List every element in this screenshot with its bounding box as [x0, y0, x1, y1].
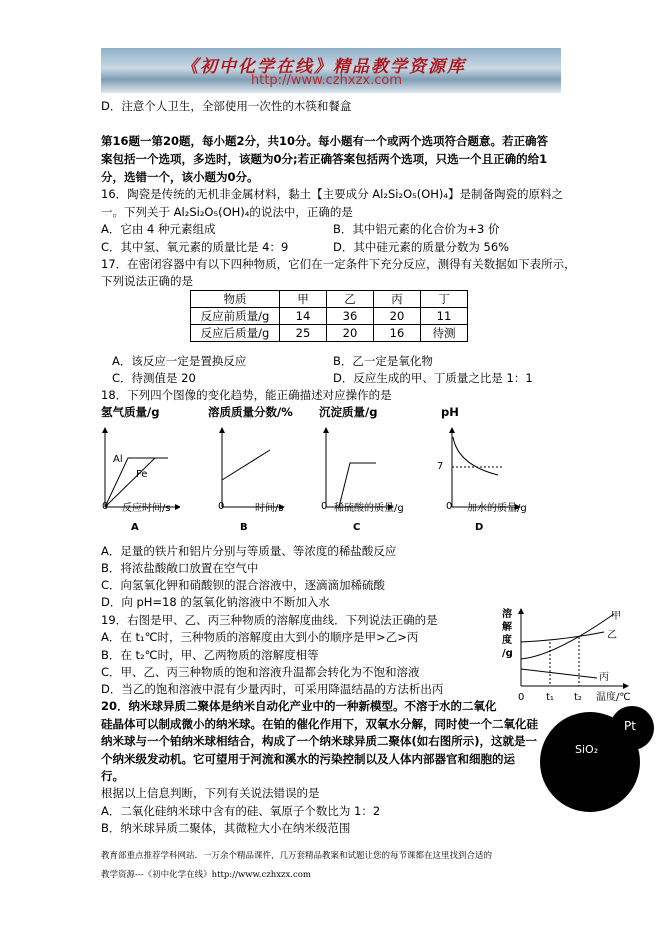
t2-label: t₂ — [574, 692, 582, 703]
q17-data-table — [190, 290, 468, 342]
q18-option-c: C．向氢氧化钾和硝酸钡的混合溶液中，逐滴滴加稀硫酸 — [101, 578, 386, 592]
banner-title: 《初中化学在线》精品教学资源库 — [181, 57, 466, 77]
q17-stem: 下列说法正确的是 — [101, 274, 193, 288]
graph-d-ylabel: pH — [441, 405, 459, 419]
graph-a-origin: 0 — [102, 501, 109, 512]
graph-d-letter: D — [475, 522, 484, 533]
q20-passage-line: 纳米球与一个铂纳米球相结合，构成了一个纳米球异质二聚体(如右图所示)，这就是一 — [101, 734, 538, 748]
q16-option-a: A．它由 4 种元素组成 — [101, 222, 216, 236]
q20-stem: 根据以上信息判断，下列有关说法错误的是 — [101, 786, 320, 800]
table-row — [191, 308, 468, 325]
q20-passage-line: 个纳米级发动机。它可望用于河流和溪水的污染控制以及人体内部器官和细胞的运 — [101, 752, 515, 766]
q16-option-b: B．其中铝元素的化合价为+3 价 — [333, 222, 500, 236]
graph-d-xlabel: 加水的质量/g — [467, 503, 527, 514]
previous-option-d: D．注意个人卫生，全部使用一次性的木筷和餐盒 — [101, 99, 352, 113]
ylabel-char: /g — [502, 648, 513, 659]
table-header: 丁 — [421, 291, 468, 308]
table-cell: 20 — [374, 308, 421, 325]
curve-label-fe: Fe — [136, 469, 148, 480]
table-header: 物质 — [191, 291, 280, 308]
graph-a-xlabel: 反应时间/s — [122, 503, 171, 514]
footer-line: 教育部重点推荐学科网站．一万余个精品课件，几万套精品教案和试题让您的每节课都在这里找到合适的 — [101, 851, 493, 861]
solubility-xlabel: 温度/℃ — [596, 692, 631, 703]
q16-option-c: C．其中氢、氧元素的质量比是 4：9 — [101, 240, 289, 254]
jia-curve — [521, 614, 614, 659]
graph-d — [443, 425, 523, 510]
table-header-row — [191, 291, 468, 308]
table-header: 甲 — [280, 291, 327, 308]
t1-label: t₁ — [546, 692, 554, 703]
graph-d-origin: 0 — [446, 501, 453, 512]
q17-option-b: B．乙一定是氧化物 — [333, 354, 433, 368]
q17-stem: 17．在密闭容器中有以下四种物质，它们在一定条件下充分反应，测得有关数据如下表所示， — [101, 257, 576, 271]
q17-option-a: A．该反应一定是置换反应 — [112, 354, 247, 368]
ylabel-char: 度 — [502, 635, 512, 646]
ph-curve — [453, 437, 498, 475]
ylabel-char: 溶 — [502, 609, 512, 620]
q20-option-a: A．二氧化硅纳米球中含有的硅、氧原子个数比为 1：2 — [101, 804, 381, 818]
q19-option-a: A．在 t₁℃时，三种物质的溶解度由大到小的顺序是甲>乙>丙 — [101, 630, 419, 644]
q19-option-b: B．在 t₂℃时，甲、乙两物质的溶解度相等 — [101, 648, 319, 662]
graph-b-xlabel: 时间/s — [255, 503, 284, 514]
solubility-origin: 0 — [518, 692, 525, 703]
solute-curve — [222, 450, 270, 480]
ylabel-char: 解 — [502, 622, 512, 633]
curve-label-al: Al — [113, 454, 123, 465]
graph-b-ylabel: 溶质质量分数/% — [208, 405, 293, 419]
table-cell: 11 — [421, 308, 468, 325]
solubility-ylabel — [502, 608, 513, 660]
curve-label-yi: 乙 — [607, 630, 617, 641]
sio2-label: SiO₂ — [575, 743, 599, 756]
table-row — [191, 325, 468, 342]
table-cell: 待测 — [421, 325, 468, 342]
graph-c-origin: 0 — [321, 501, 328, 512]
q18-option-d: D．向 pH=18 的氢氧化钠溶液中不断加入水 — [101, 595, 330, 609]
graph-c — [321, 425, 401, 510]
q17-option-d: D．反应生成的甲、丁质量之比是 1：1 — [333, 371, 533, 385]
graph-b — [217, 425, 287, 510]
curve-label-jia: 甲 — [611, 611, 621, 622]
graph-b-origin: 0 — [218, 501, 225, 512]
q17-option-c: C．待测值是 20 — [112, 371, 196, 385]
bing-curve — [521, 669, 597, 678]
q19-option-d: D．当乙的饱和溶液中混有少量丙时，可采用降温结晶的方法析出丙 — [101, 682, 444, 696]
graph-c-letter: C — [353, 522, 361, 533]
q18-option-b: B．将浓盐酸敞口放置在空气中 — [101, 561, 259, 575]
q19-option-c: C．甲、乙、丙三种物质的饱和溶液升温都会转化为不饱和溶液 — [101, 665, 420, 679]
q18-option-a: A．足量的铁片和铝片分别与等质量、等浓度的稀盐酸反应 — [101, 544, 397, 558]
site-banner — [101, 48, 561, 93]
q20-option-b: B．纳米球异质二聚体，其微粒大小在纳米级范围 — [101, 821, 351, 835]
table-cell: 14 — [280, 308, 327, 325]
q16-option-d: D．其中硅元素的质量分数为 56% — [333, 240, 510, 254]
curve-label-bing: 丙 — [599, 672, 609, 683]
nanodimer-figure — [540, 700, 655, 820]
table-cell: 16 — [374, 325, 421, 342]
table-cell: 反应后质量/g — [191, 325, 280, 342]
table-cell: 20 — [327, 325, 374, 342]
instructions-line: 分，选错一个，该小题为0分。 — [101, 170, 259, 184]
table-header: 乙 — [327, 291, 374, 308]
q16-stem: 一。下列关于 Al₂Si₂O₅(OH)₄的说法中，正确的是 — [101, 205, 353, 219]
instructions-line: 案包括一个选项，多选时，该题为0分;若正确答案包括两个选项，只选一个且正确的给1 — [101, 152, 548, 166]
q20-passage-line: 行。 — [101, 769, 124, 783]
yi-curve — [521, 632, 604, 642]
graph-b-letter: B — [240, 522, 248, 533]
graph-c-ylabel: 沉淀质量/g — [319, 405, 378, 419]
footer-line: 教学资源---《初中化学在线》http://www.czhxzx.com — [101, 870, 311, 880]
table-header: 丙 — [374, 291, 421, 308]
graph-a-ylabel: 氢气质量/g — [101, 405, 160, 419]
q19-stem: 19．右图是甲、乙、丙三种物质的溶解度曲线．下列说法正确的是 — [101, 613, 438, 627]
pt-label: Pt — [624, 719, 636, 733]
q18-stem: 18．下列四个图像的变化趋势，能正确描述对应操作的是 — [101, 388, 392, 402]
table-cell: 36 — [327, 308, 374, 325]
q16-stem: 16．陶瓷是传统的无机非金属材料，黏土【主要成分 Al₂Si₂O₅(OH)₄】是制备陶瓷的原料之 — [101, 187, 564, 201]
instructions-line: 第16题一第20题，每小题2分，共10分。每小题有一个或两个选项符合题意。若正确答 — [101, 134, 549, 148]
q20-passage-line: 硅晶体可以制成微小的纳米球。在铂的催化作用下，双氧水分解，同时使一个二氧化硅 — [101, 717, 538, 731]
banner-url[interactable]: http://www.czhxzx.com — [251, 73, 402, 88]
graph-d-ytick: 7 — [437, 461, 444, 472]
graph-c-xlabel: 稀硫酸的质量/g — [334, 503, 404, 514]
graph-a-letter: A — [131, 522, 139, 533]
q20-passage-line: 20．纳米球异质二聚体是纳米自动化产业中的一种新模型。不溶于水的二氧化 — [101, 699, 497, 713]
table-cell: 反应前质量/g — [191, 308, 280, 325]
table-cell: 25 — [280, 325, 327, 342]
